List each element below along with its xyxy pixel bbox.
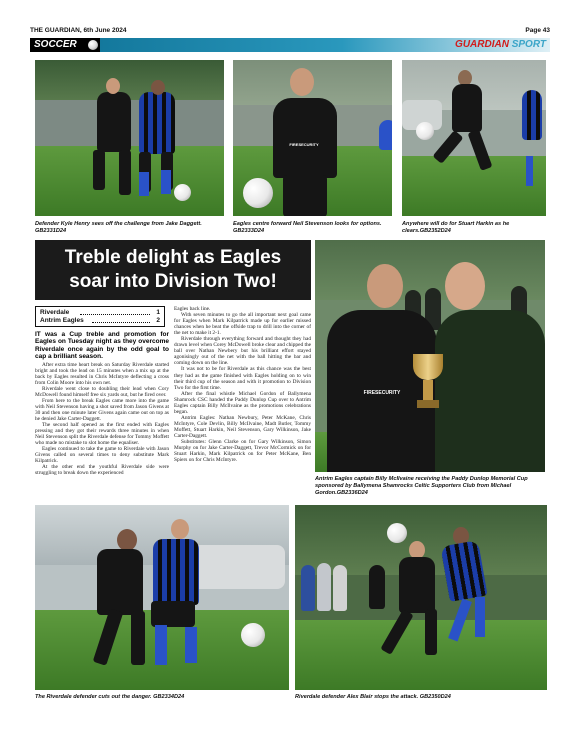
article-paragraph: Eagles continued to take the game to Riverdale with Jason Givens called on several times to deny substitute Mark Kilpatrick. [35,446,169,465]
team-name: Riverdale [40,309,70,316]
article-paragraph: After extra time heart break on Saturday Riverdale started bright and took the lead on 15 minutes when a mix up at the back by Eagles resulted in Chris McIntyre deflecting a cross from Colin Moore into his own net. [35,361,169,386]
article-paragraph: Riverdale went close to doubling their lead when Cory McDowell found himself free six yards out, but he fired over. [35,385,169,398]
player-blue [153,539,199,605]
photo-henry-daggett [35,60,224,216]
football-icon [88,40,98,50]
match-ball [416,122,434,140]
player-blue [139,92,175,154]
team-score: 1 [156,309,160,316]
shirt-sponsor: FIRESECURITY [289,142,319,147]
team-name: Antrim Eagles [40,317,84,324]
team-score: 2 [156,317,160,324]
presenter-michael-gordon [435,310,545,472]
brand-logo: GUARDIAN SPORT [455,39,546,50]
section-label: SOCCER [30,38,100,52]
caption-bottom1: The Riverdale defender cuts out the danger. GB2334D24 [35,694,185,700]
article-paragraph: Eagles back line. [174,306,211,312]
caption-top2: Eagles centre forward Neil Stevenson looks for options. GB2333D24 [233,221,382,234]
caption-trophy: Antrim Eagles captain Billy McIlvaine receiving the Paddy Dunlop Memorial Cup sponsored by Ballymena Shamrocks Celtic Supporters Club from Michael Gordon.GB2336D24 [315,476,528,496]
score-row [40,309,160,317]
trophy-cup [413,354,443,380]
caption-top1: Defender Kyle Henry sees off the challenge from Jake Daggett. GB2331D24 [35,221,202,234]
caption-bottom2: Riverdale defender Alex Blair stops the attack. GB2350D24 [295,694,451,700]
photo-harkin-clear [402,60,546,216]
article-paragraph: Antrim Eagles: Nathan Newbury, Peter McKane, Chris McIntyre, Cole Devlin, Billy McIlvaine, Madt Butler, Tommy Moffett, Stuart Harkin, Neil Stevenson, Gary Wilkinson, Jake Carter-Daggett. [174,414,311,439]
match-ball [241,623,265,647]
page-number: Page 43 [525,27,550,34]
score-box [35,306,165,327]
headline [35,240,311,300]
article-paragraph: It was not to be for Riverdale as this chance was the best they had as the game finished with Eagles holding on to win their third cup of the season and with it promotion to Division Two for the first time. [174,366,311,391]
section-banner [30,38,550,52]
caption-top3: Anywhere will do for Stuart Harkin as he clears.GB2352D24 [402,221,510,234]
player-black [273,98,337,178]
shirt-sponsor: FIRESECURITY [363,390,401,396]
article-column-2 [174,306,311,506]
player-black [369,565,385,609]
article-paragraph: After the final whistle Michael Gordon of Ballymena Shamrock CSC handed the Paddy Dunlop Cup over to Antrim Eagles captain Billy McIlvaine as the promotions celebrations began. [174,390,311,415]
headline-line-1: Treble delight as Eagles [64,247,282,268]
article-lede: IT was a Cup treble and promotion for Eagles on Tuesday night as they overcome Riverdale once again by the odd goal to cap a brilliant season. [35,331,169,361]
player-black [452,84,482,132]
photo-trophy-presentation [315,240,545,472]
paper-date: THE GUARDIAN, 6th June 2024 [30,27,127,34]
article-paragraph: The second half opened as the first ended with Eagles pressing and they got their rewards three minutes in when Neil Stevenson split the Riverdale defense for Tommy Moffett who made no mistake to slot home the equaliser. [35,422,169,447]
photo-stevenson [233,60,392,216]
score-row [40,317,160,325]
match-ball [243,178,273,208]
captain-head [367,264,403,308]
photo-riverdale-defender [35,505,289,690]
article-paragraph: Substitutes: Glenn Clarke on for Gary Wilkinson, Simon Murphy on for Jake Carter-Daggett, Trevor McCormick on for Stuart Harkin, Mark Kilpatrick on for Peter McKane, Ben Spiers on for Chris McIntyre. [174,439,311,464]
player-black [97,549,143,615]
page-header [30,27,550,37]
article-paragraph: At the other end the youthful Riverdale side were struggling to break down the experienced [35,464,169,477]
article-paragraph: Riverdale through everything forward and thought they had drawn level when Corey McDowell broke clear and chipped the ball over Nathan Newbery but his brilliant effort stayed agonisingly out of the net with the ball hitting the bar and coming down on the line. [174,336,311,367]
article-paragraph: With seven minutes to go the all important next goal came for Eagles when Mark Kilpatrick made up for earlier missed chances when he beat the offside trap to drill into the corner of the net to make it 2-1. [174,312,311,337]
match-ball [387,523,407,543]
player-black [399,557,435,613]
article-column-1 [35,331,169,506]
photo-alex-blair [295,505,547,690]
presenter-head [445,262,485,310]
headline-line-2: soar into Division Two! [69,271,277,292]
article-paragraph: From here to the break Eagles came more into the game with Neil Stevenson having a shot saved from Jason Givens at 30 and then one minute later Givens again came out on top as he denied Jake Carter-Daggett. [35,397,169,423]
player-black [97,92,131,152]
match-ball [174,184,191,201]
